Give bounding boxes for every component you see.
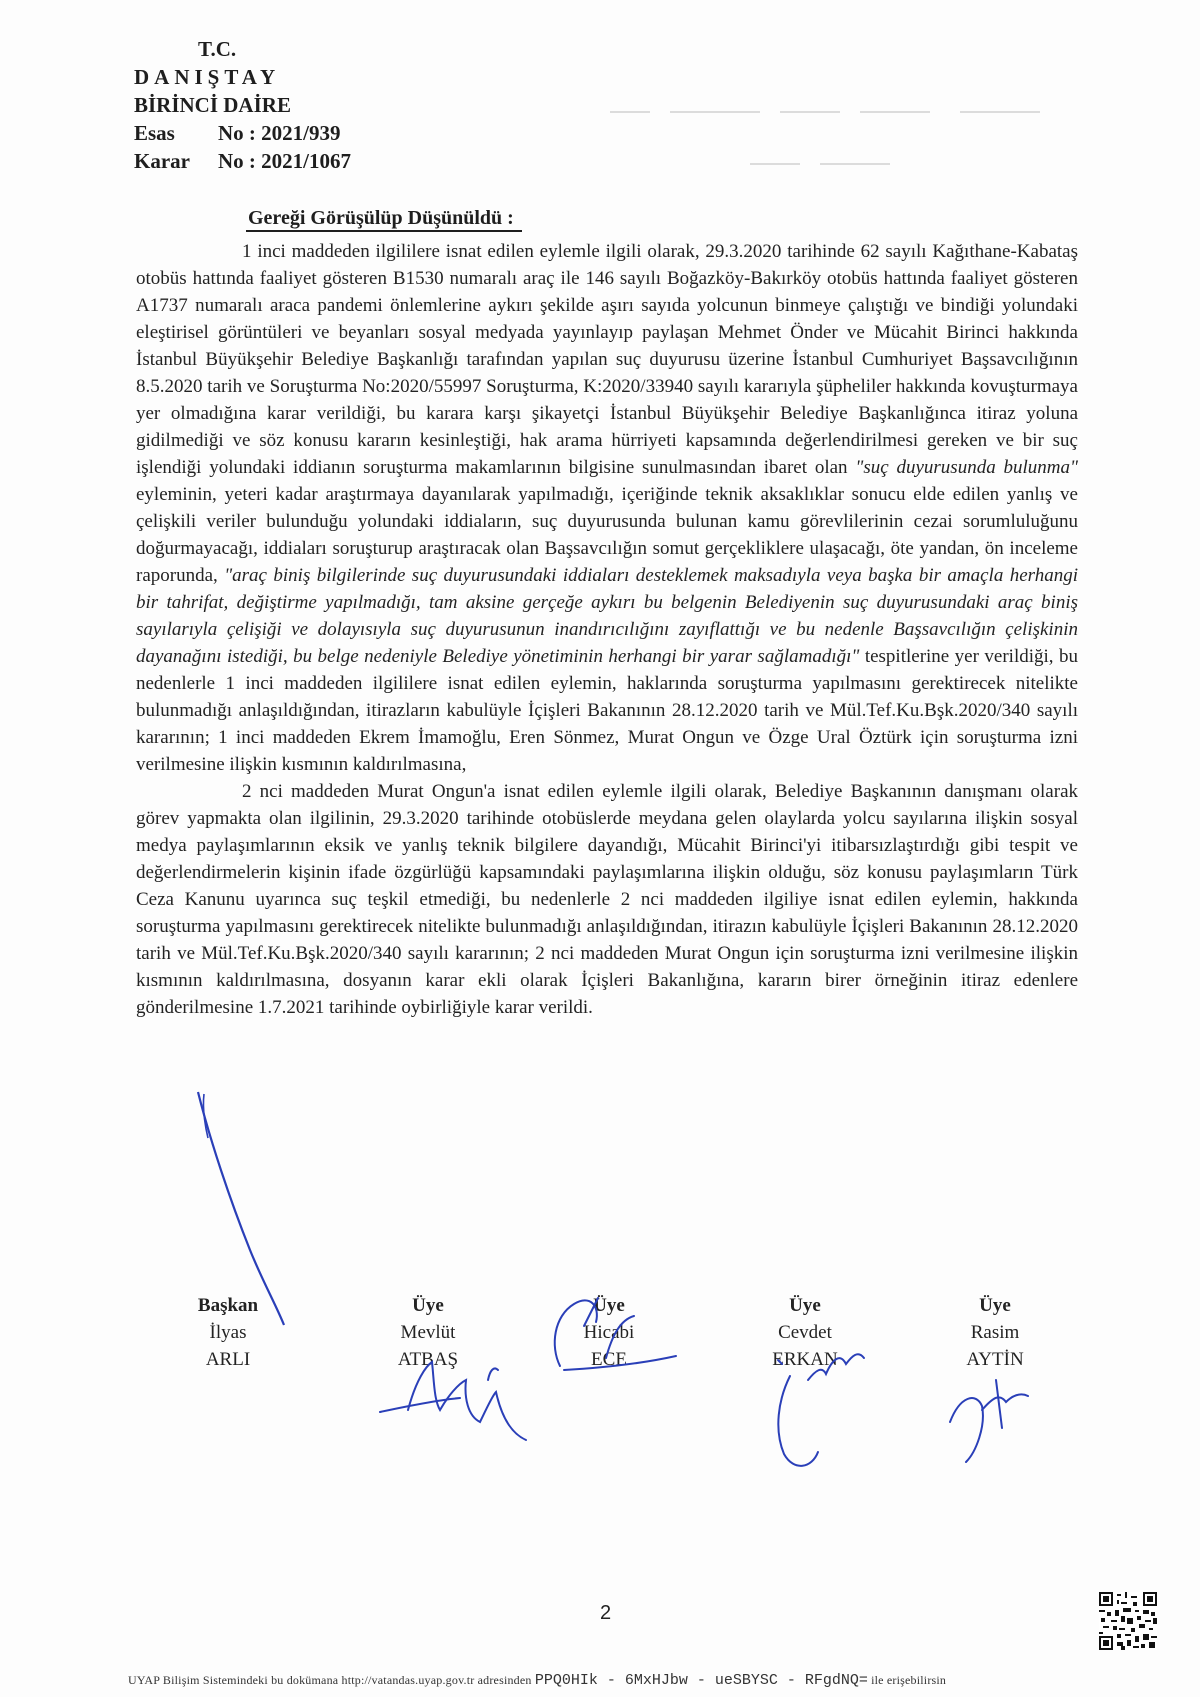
header-esas-row <box>134 119 351 147</box>
signature-role: Üye <box>412 1295 444 1316</box>
signature-last-name: ECE <box>591 1349 627 1370</box>
signature-first-name: İlyas <box>209 1322 247 1343</box>
section-title: Gereği Görüşülüp Düşünüldü : <box>246 206 522 232</box>
paragraph-1 <box>136 238 1078 778</box>
footer-suffix: ile erişebilirsin <box>871 1673 947 1687</box>
header-court: DANIŞTAY <box>134 65 281 89</box>
header-chamber: BİRİNCİ DAİRE <box>134 93 291 117</box>
signature-first-name: Rasim <box>970 1322 1020 1343</box>
karar-label: Karar <box>134 149 190 173</box>
signature-mark-2 <box>368 1340 538 1450</box>
signature-last-name: ERKAN <box>772 1349 838 1370</box>
signature-role: Başkan <box>197 1295 259 1316</box>
header-karar-row <box>134 147 351 175</box>
signature-first-name: Mevlüt <box>400 1322 456 1343</box>
signature-mark-4 <box>760 1330 890 1480</box>
show-through-marks <box>600 92 1080 182</box>
esas-number: No : 2021/939 <box>218 121 341 145</box>
karar-number: No : 2021/1067 <box>218 149 351 173</box>
signature-role: Üye <box>593 1295 625 1316</box>
document-header <box>134 35 351 175</box>
footer-prefix: UYAP Bilişim Sistemindeki bu dokümana http://vatandas.uyap.gov.tr adresinden <box>128 1673 532 1687</box>
signature-last-name: ATBAŞ <box>397 1349 459 1370</box>
signature-role: Üye <box>789 1295 821 1316</box>
paragraph-1-quote-2: "araç biniş bilgilerinde suç duyurusundaki iddiaları desteklemek maksadıyla veya başka bir amaçla herhangi bir tahrifat, değiştirme yapılmadığı, tam aksine gerçeğe aykırı bu belgenin Belediyenin suç duyurusundaki araç biniş sayılarıyla çelişiği ve dolayısıyla suç duyurusunun inandırıcılığını zayıflattığı ve bu nedenle Başsavcılığın çelişkinin dayanağını istediği, bu belge nedeniyle Belediye yönetiminin herhangi bir yarar sağlamadığı" <box>136 565 1078 667</box>
paragraph-1-quote-1: "suç duyurusunda bulunma" <box>855 457 1078 478</box>
document-body <box>136 238 1078 1021</box>
signature-block-1 <box>158 1292 298 1373</box>
page-number: 2 <box>600 1602 612 1624</box>
signature-role: Üye <box>979 1295 1011 1316</box>
signature-block-5 <box>925 1292 1065 1373</box>
paragraph-1-part-a: 1 inci maddeden ilgililere isnat edilen eylemle ilgili olarak, 29.3.2020 tarihinde 62 sayılı Kağıthane-Kabataş otobüs hattında faaliyet gösteren B1530 numaralı araç ile 146 sayılı Boğazköy-Bakırköy otobüs hattında faaliyet gösteren A1737 numaralı araca pandemi önlemlerine aykırı şekilde aşırı sayıda yolcunun binmeye çalıştığı ve bindiği yolundaki eleştirisel görüntüleri ve beyanları sosyal medyada yayınlayıp paylaşan Mehmet Önder ve Mücahit Birinci hakkında İstanbul Büyükşehir Belediye Başkanlığı tarafından yapılan suç duyurusu üzerine İstanbul Cumhuriyet Başsavcılığının 8.5.2020 tarih ve Soruşturma No:2020/55997 Soruşturma, K:2020/33940 sayılı kararıyla şüpheliler hakkında kovuşturmaya yer olmadığına karar verildiği, bu karara karşı şikayetçi İstanbul Büyükşehir Belediye Başkanlığınca itiraz yoluna gidilmediği ve söz konusu kararın kesinleştiği, hak arama hürriyeti kapsamında değerlendirilmesi gereken ve bir suç işlendiği yolundaki iddianın soruşturma makamlarının bilgisine sunulmasından ibaret olan <box>136 241 1078 478</box>
esas-label: Esas <box>134 121 175 145</box>
verification-code: PPQ0HIk - 6MxHJbw - ueSBYSC - RFgdNQ= <box>534 1672 868 1689</box>
signature-mark-5 <box>936 1366 1046 1466</box>
signature-first-name: Cevdet <box>778 1322 832 1343</box>
document-footer <box>128 1672 1088 1689</box>
header-country: T.C. <box>198 37 237 61</box>
paragraph-1-part-c: eyleminin, yeteri kadar araştırmaya dayanılarak yapılmadığı, içeriğinde teknik aksaklıklar sonucu elde edilen yanlış ve çelişkili veriler bulunduğu yolundaki iddiaların, suç duyurusunda bulunan kamu görevlilerinin cezai sorumluluğunu doğurmayacağı, iddiaları soruşturup araştıracak olan Başsavcılığın somut gerçekliklere ulaşacağı, öte yandan, ön inceleme raporunda, <box>136 484 1078 586</box>
qr-code-icon <box>1099 1592 1157 1650</box>
signature-last-name: AYTİN <box>966 1349 1024 1370</box>
paragraph-1-part-e: tespitlerine yer verildiği, bu nedenlerle 1 inci maddeden ilgililere isnat edilen eylemin, haklarında soruşturma yapılmasını gerektirecek nitelikte bulunmadığı anlaşıldığından, itirazların kabulüyle İçişleri Bakanının 28.12.2020 tarih ve Mül.Tef.Ku.Bşk.2020/340 sayılı kararının; 1 inci maddeden Ekrem İmamoğlu, Eren Sönmez, Murat Ongun ve Özge Ural Öztürk için soruşturma izni verilmesine ilişkin kısmının kaldırılmasına, <box>136 646 1078 775</box>
signature-last-name: ARLI <box>205 1349 251 1370</box>
signature-mark-3 <box>540 1286 690 1386</box>
paragraph-2: 2 nci maddeden Murat Ongun'a isnat edilen eylemle ilgili olarak, Belediye Başkanının danışmanı olarak görev yapmakta olan ilgilinin, 29.3.2020 tarihinde otobüslerde meydana gelen olaylarda yolcu sayılarına ilişkin sosyal medya paylaşımlarının eksik ve yanlış teknik bilgilere dayandığı, Mücahit Birinci'yi itibarsızlaştırdığı gibi tespit ve değerlendirmelerin kişinin ifade özgürlüğü kapsamındaki paylaşımlarına ilişkin olduğu, söz konusu paylaşımların Türk Ceza Kanunu uyarınca suç teşkil etmediği, bu nedenlerle 2 nci maddeden ilgiliye isnat edilen eylemin, hakkında soruşturma yapılmasını gerektirecek nitelikte bulunmadığı anlaşıldığından, itirazın kabulüyle İçişleri Bakanının 28.12.2020 tarih ve Mül.Tef.Ku.Bşk.2020/340 sayılı kararının; 2 nci maddeden Murat Ongun için soruşturma izni verilmesine ilişkin kısmının kaldırılmasına, dosyanın karar ekli olarak İçişleri Bakanlığına, kararın birer örneğinin itiraz edenlere gönderilmesine 1.7.2021 tarihinde oybirliğiyle karar verildi. <box>136 781 1078 1018</box>
signature-first-name: Hicabi <box>583 1322 635 1343</box>
